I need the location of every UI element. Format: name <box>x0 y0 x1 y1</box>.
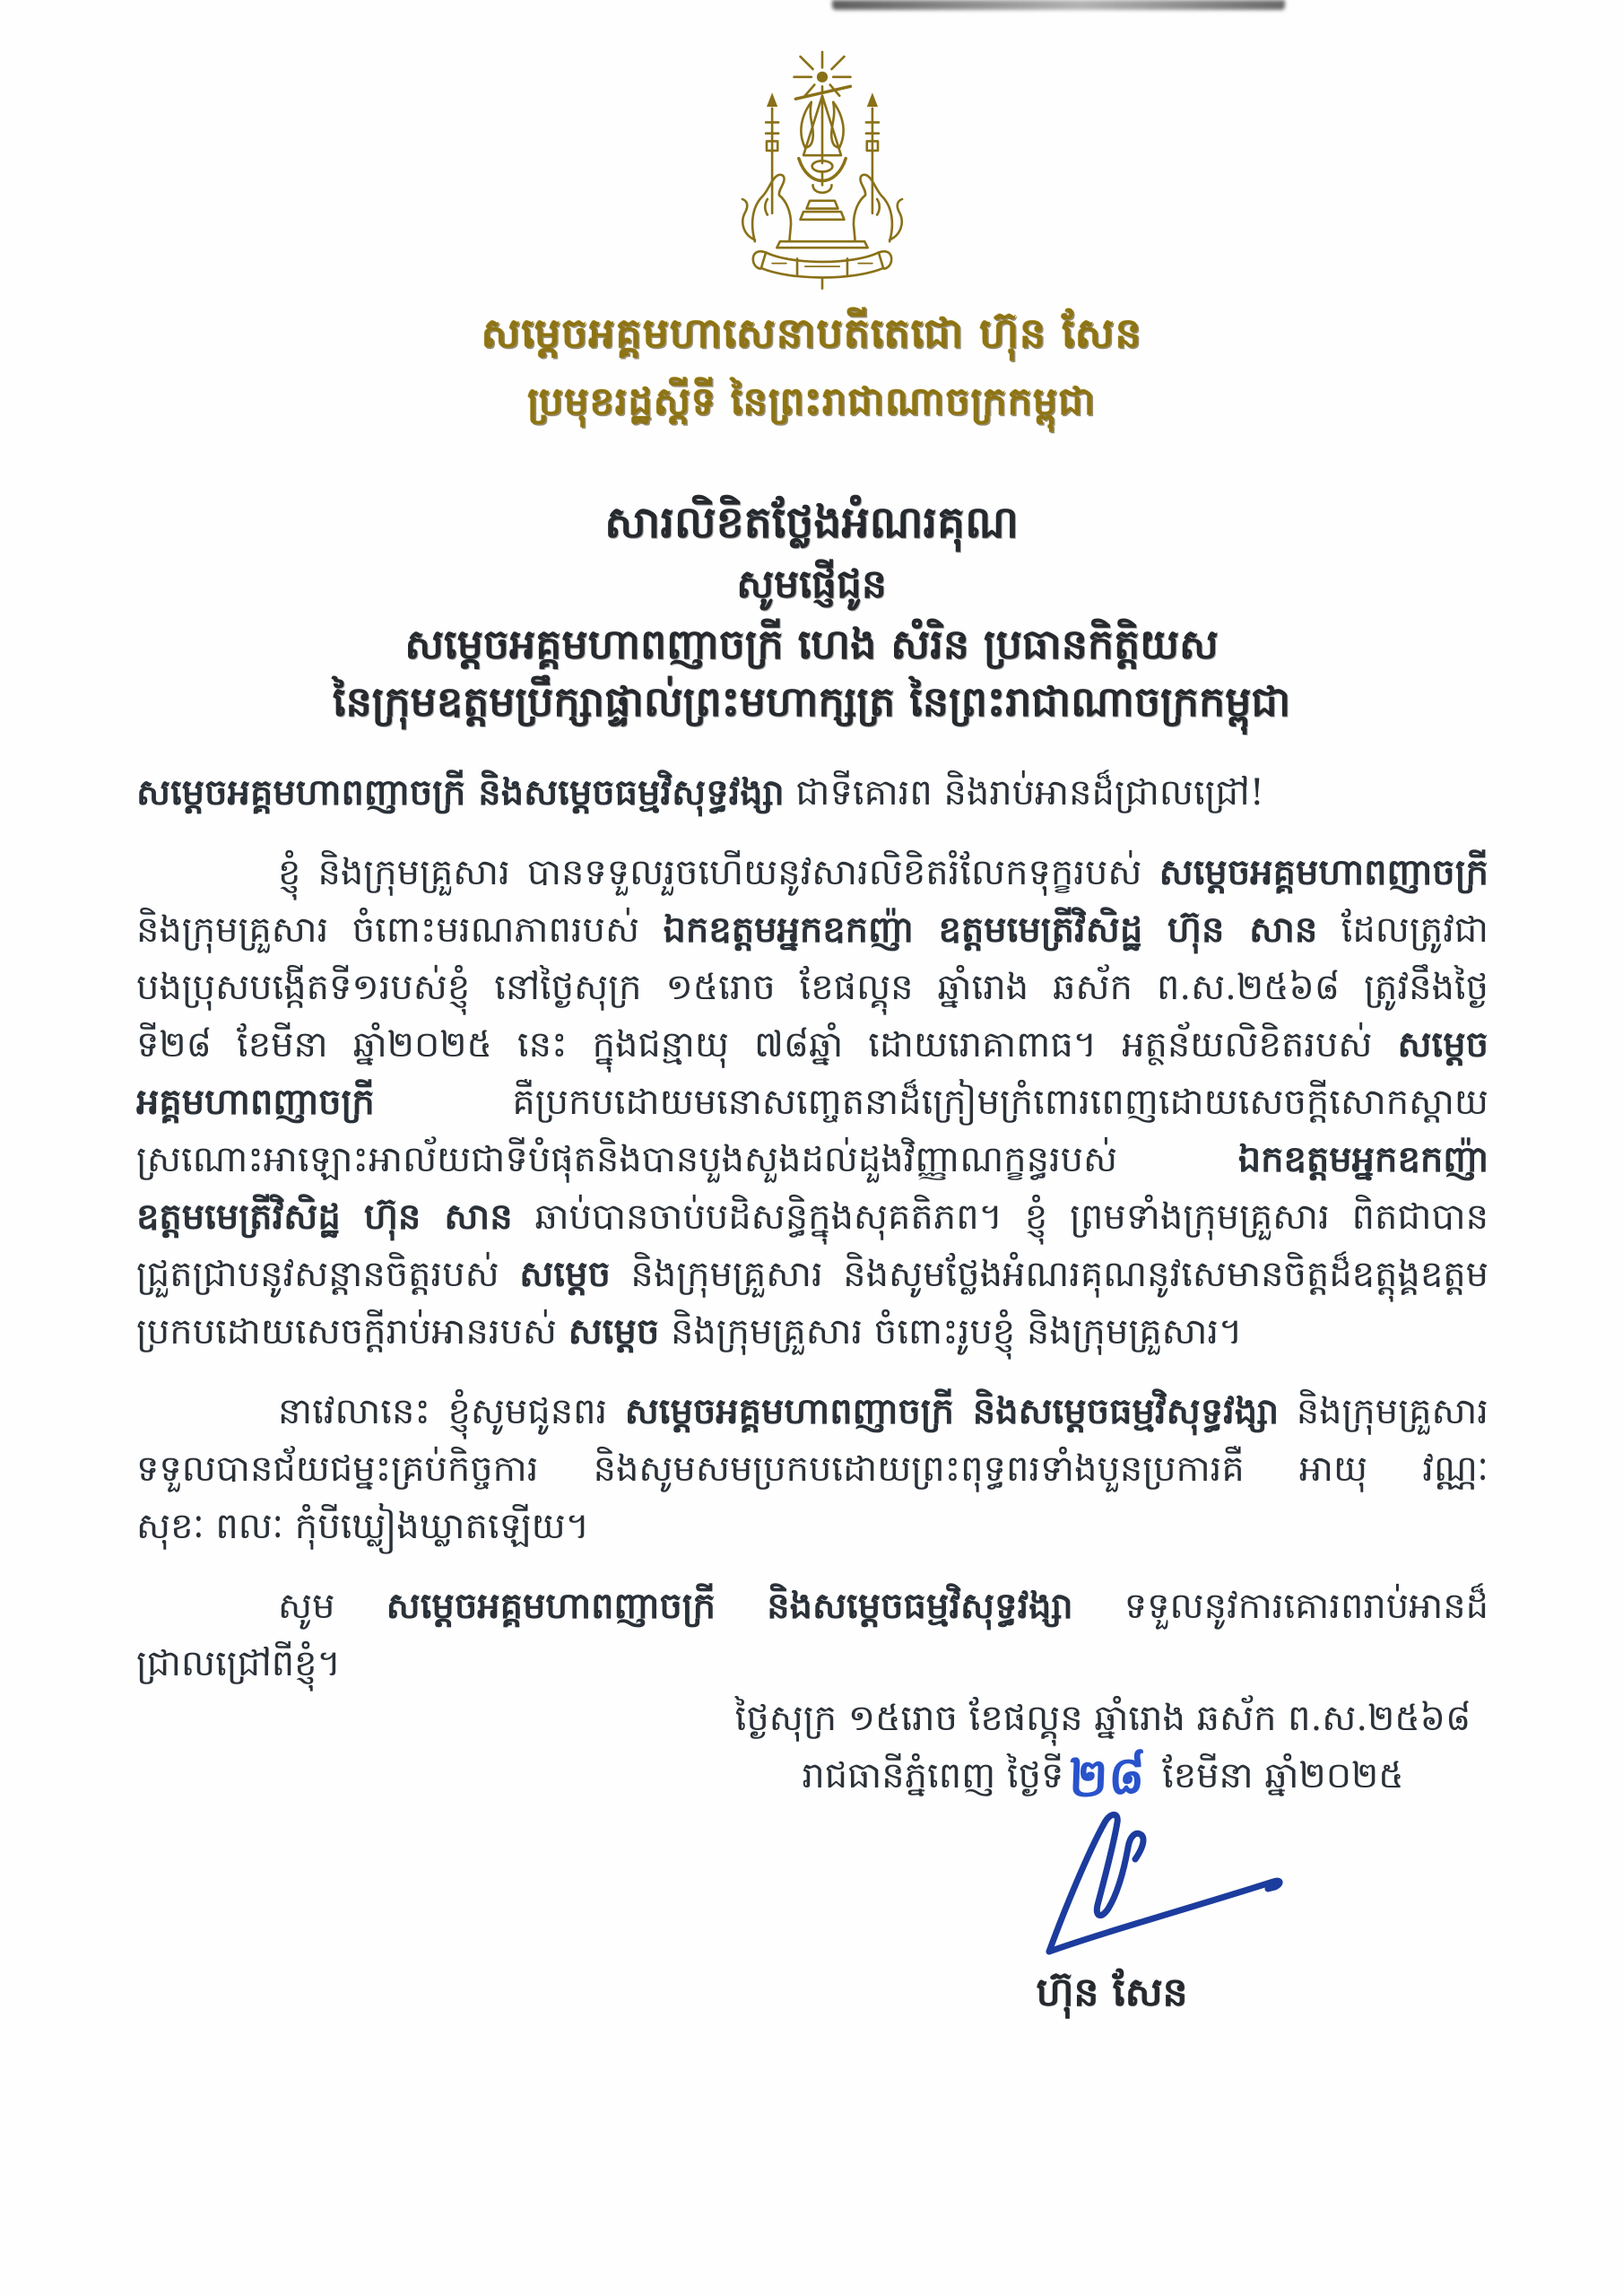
letter-title-line-4: នៃក្រុមឧត្តមប្រឹក្សាផ្ទាល់ព្រះមហាក្សត្រ នៃព្រះរាជាណាចក្រកម្ពុជា <box>332 677 1291 726</box>
body-line: ស្រណោះអាឡោះអាល័យជាទីបំផុតនិងបានបួងសួងដល់ដួងវិញ្ញាណក្ខន្ធរបស់ ឯកឧត្តមអ្នកឧកញ៉ា <box>136 1138 1488 1180</box>
body-line: សុខៈ ពលៈ កុំបីឃ្លៀងឃ្លាតឡើយ។ <box>136 1506 590 1547</box>
body-line: អគ្គមហាពញាចក្រី គឺប្រកបដោយមនោសញ្ចេតនាដ៏ក្រៀមក្រំពោរពេញដោយសេចក្តីសោកស្តាយ <box>136 1081 1488 1123</box>
letter-title-line-2: សូមផ្ញើជូន <box>736 561 887 607</box>
paragraph <box>136 1383 1488 1555</box>
signer-name: ហ៊ុន សែន <box>1036 1970 1188 2015</box>
date-prefix: រាជធានីភ្នំពេញ ថ្ងៃទី <box>802 1755 1064 1796</box>
body-line: ខ្ញុំ និងក្រុមគ្រួសារ បានទទួលរួចហើយនូវសារលិខិតរំលែកទុក្ខរបស់ សម្តេចអគ្គមហាពញាចក្រី <box>278 851 1488 893</box>
body-line: សូម សម្តេចអគ្គមហាពញាចក្រី និងសម្តេចធម្មវិសុទ្ធវង្សា ទទួលនូវការគោរពរាប់អានដ៏ <box>278 1585 1488 1627</box>
date-suffix: ខែមីនា ឆ្នាំ២០២៥ <box>1150 1755 1404 1796</box>
body-line: និងក្រុមគ្រួសារ ចំពោះមរណភាពរបស់ ឯកឧត្តមអ្នកឧកញ៉ា ឧត្តមមេត្រីវិសិដ្ឋ ហ៊ុន សាន ដែលត្រូវជា <box>136 909 1488 951</box>
body-line: ប្រកបដោយសេចក្តីរាប់អានរបស់ សម្តេច និងក្រុមគ្រួសារ ចំពោះរូបខ្ញុំ និងក្រុមគ្រួសារ។ <box>136 1310 1243 1352</box>
body-line: នាវេលានេះ ខ្ញុំសូមជូនពរ សម្តេចអគ្គមហាពញាចក្រី និងសម្តេចធម្មវិសុទ្ធវង្សា និងក្រុមគ្រួសារ <box>278 1390 1488 1432</box>
body-line: ជ្រាលជ្រៅពីខ្ញុំ។ <box>136 1643 341 1684</box>
paragraph <box>136 1578 1488 1692</box>
gold-header-line-1: សម្តេចអគ្គមហាសេនាបតីតេជោ ហ៊ុន សែន <box>481 309 1142 357</box>
letter-title-block <box>0 495 1623 726</box>
letter-title-line-3: សម្តេចអគ្គមហាពញាចក្រី ហេង សំរិន ប្រធានកិត្តិយស <box>404 620 1219 668</box>
date-block <box>733 1690 1472 1811</box>
body-line: បងប្រុសបង្កើតទី១របស់ខ្ញុំ នៅថ្ងៃសុក្រ ១៥រោច ខែផល្គុន ឆ្នាំរោង ឆស័ក ព.ស.២៥៦៨ ត្រូវនឹងថ្ងៃ <box>136 967 1488 1008</box>
handwritten-day-number: ២៨ <box>1068 1743 1147 1811</box>
body-line: ជ្រួតជ្រាបនូវសន្តានចិត្តរបស់ សម្តេច និងក្រុមគ្រួសារ និងសូមថ្លែងអំណរគុណនូវសេមានចិត្តដ៏ឧត្តុង្គឧត្តម <box>136 1253 1488 1295</box>
signature-ink <box>1033 1808 1329 1965</box>
gold-header-line-2: ប្រមុខរដ្ឋស្តីទី នៃព្រះរាជាណាចក្រកម្ពុជា <box>526 379 1097 424</box>
body-line: ទទួលបានជ័យជម្នះគ្រប់កិច្ចការ និងសូមសមប្រកបដោយព្រះពុទ្ធពរទាំងបួនប្រការគឺ អាយុ វណ្ណៈ <box>136 1448 1488 1490</box>
royal-arms-emblem-icon <box>705 45 940 292</box>
letter-title-line-1: សារលិខិតថ្លែងអំណរគុណ <box>604 497 1019 548</box>
body-paragraphs <box>136 844 1488 1692</box>
letter-body <box>136 764 1488 1692</box>
scan-artifact <box>832 0 1285 10</box>
salutation-line: សម្តេចអគ្គមហាពញាចក្រី និងសម្តេចធម្មវិសុទ្ធវង្សា ជាទីគោរព និងរាប់អានដ៏ជ្រាលជ្រៅ! <box>136 771 1264 813</box>
body-line: ឧត្តមមេត្រីវិសិដ្ឋ ហ៊ុន សាន ឆាប់បានចាប់បដិសន្ធិក្នុងសុគតិភព។ ខ្ញុំ ព្រមទាំងក្រុមគ្រួសារ ពិតជាបាន <box>136 1196 1488 1238</box>
body-line: ទី២៨ ខែមីនា ឆ្នាំ២០២៥ នេះ ក្នុងជន្មាយុ ៧៨ឆ្នាំ ដោយរោគាពាធ។ អត្ថន័យលិខិតរបស់ សម្តេច <box>136 1023 1488 1065</box>
place-date-line <box>733 1743 1472 1811</box>
lunar-date-line: ថ្ងៃសុក្រ ១៥រោច ខែផល្គុន ឆ្នាំរោង ឆស័ក ព.ស.២៥៦៨ <box>734 1698 1471 1739</box>
gold-header-block <box>0 307 1623 427</box>
paragraph <box>136 844 1488 1361</box>
